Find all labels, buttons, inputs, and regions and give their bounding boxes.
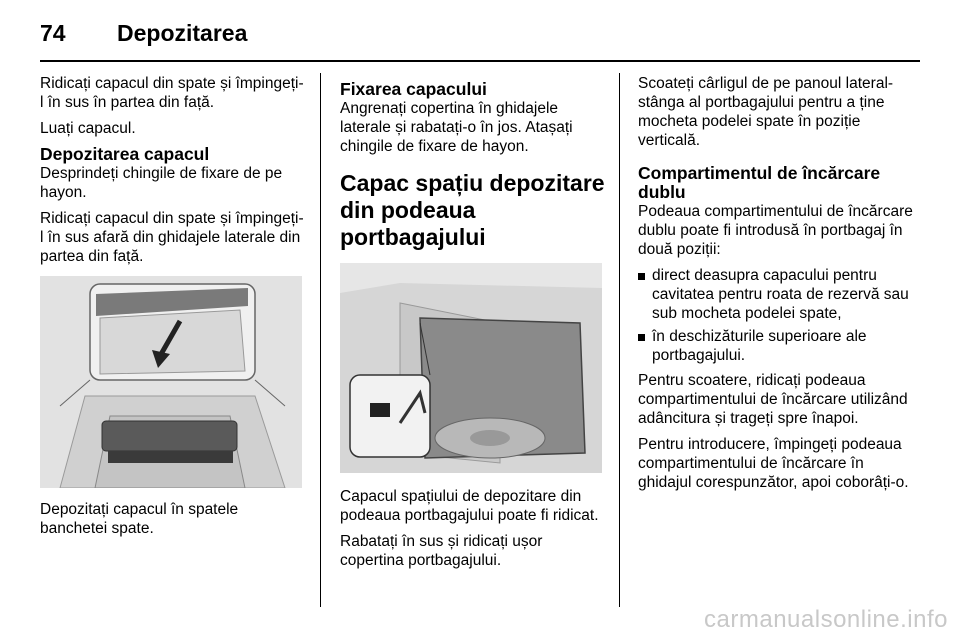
- paragraph: Ridicați capacul din spate și împingeți-l în sus afară din ghidajele laterale din partea din față.: [40, 210, 304, 265]
- column-1: [40, 74, 306, 545]
- paragraph: Podeaua compartimentului de încărcare dublu poate fi introdusă în portbagaj în două poziții:: [638, 203, 913, 258]
- column-divider-2: [619, 73, 620, 607]
- figure-caption: Depozitați capacul în spatele banchetei spate.: [40, 501, 239, 537]
- floor-storage-illustration: [340, 263, 602, 473]
- column-2: [340, 74, 605, 577]
- paragraph: Capacul spațiului de depozitare din podeaua portbagajului poate fi ridicat.: [340, 488, 599, 524]
- watermark: carmanualsonline.info: [704, 606, 948, 633]
- paragraph: Ridicați capacul din spate și împingeți-l în sus în partea din față.: [40, 75, 304, 111]
- page-title: Depozitarea: [117, 20, 248, 46]
- paragraph: Pentru introducere, împingeți podeaua compartimentului de încărcare în ghidajul corespunzător, apoi coborâți-o.: [638, 436, 909, 491]
- section-heading: Compartimentul de încărcare dublu: [638, 163, 881, 202]
- cover-storage-illustration: [40, 276, 302, 488]
- header-rule: [40, 60, 920, 62]
- figure-cover-storage: [40, 276, 302, 488]
- page-number: 74: [40, 20, 66, 46]
- column-3: [638, 74, 920, 499]
- paragraph: Angrenați copertina în ghidajele laterale și rabatați-o în jos. Atașați chingile de fixare de hayon.: [340, 100, 573, 155]
- bullet-list: [638, 266, 920, 365]
- list-item: în deschizăturile superioare ale portbagajului.: [638, 327, 920, 365]
- paragraph: Pentru scoatere, ridicați podeaua compartimentului de încărcare utilizând adâncitura și trageți spre înapoi.: [638, 372, 908, 427]
- section-heading: Depozitarea capacul: [40, 144, 210, 164]
- paragraph: Scoateți cârligul de pe panoul lateral-stânga al portbagajului pentru a ține mocheta podelei spate în poziție verticală.: [638, 75, 894, 149]
- column-divider-1: [320, 73, 321, 607]
- page-header: [40, 16, 920, 52]
- list-item: direct deasupra capacului pentru cavitatea pentru roata de rezervă sau sub mocheta podelei spate,: [638, 266, 920, 323]
- section-heading: Fixarea capacului: [340, 79, 487, 99]
- paragraph: Luați capacul.: [40, 120, 136, 137]
- figure-floor-storage: [340, 263, 602, 473]
- section-heading-large: Capac spațiu depozitare din podeaua portbagajului: [340, 170, 605, 250]
- paragraph: Rabatați în sus și ridicați ușor copertina portbagajului.: [340, 533, 543, 569]
- paragraph: Desprindeți chingile de fixare de pe hayon.: [40, 165, 283, 201]
